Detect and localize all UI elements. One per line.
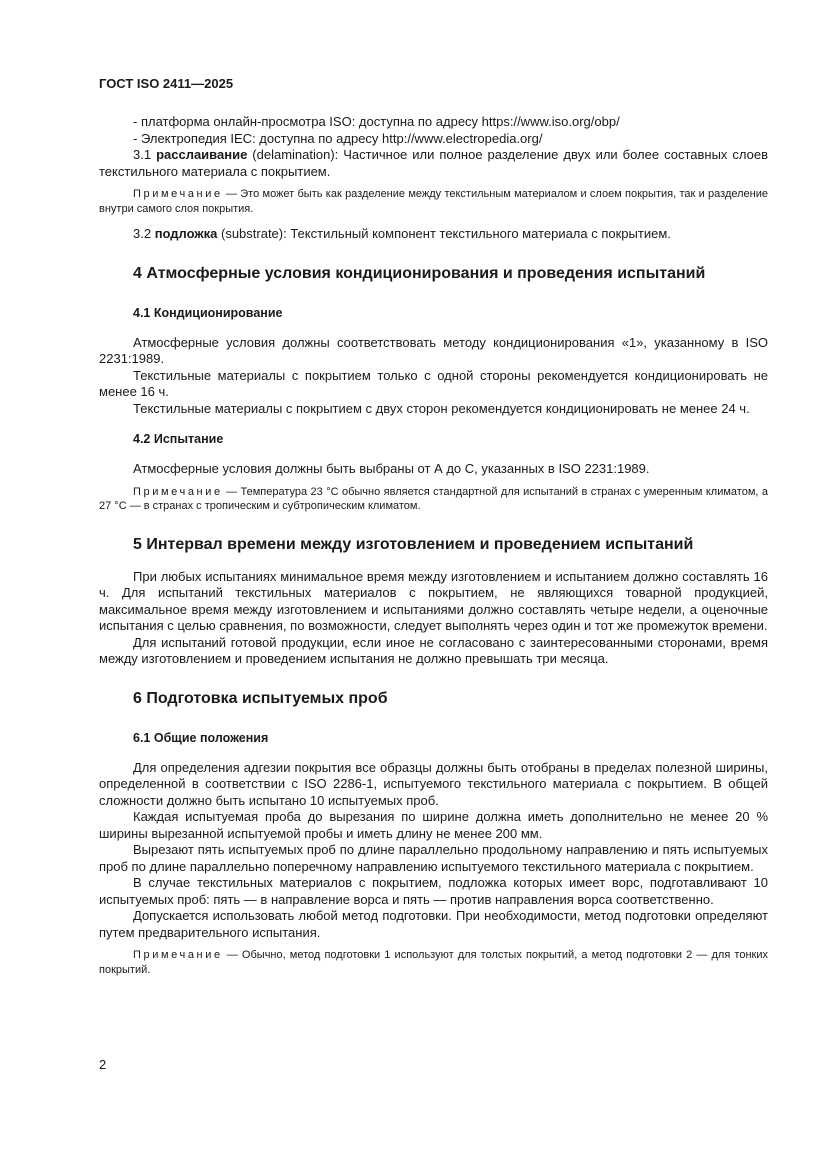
note-6-1: [99, 948, 768, 977]
section-6-heading: 6 Подготовка испытуемых проб: [133, 689, 388, 707]
page-number: 2: [99, 1057, 107, 1072]
paragraph: В случае текстильных материалов с покрытием, подложка которых имеет ворс, подготавливают 10 испытуемых проб: пять — в направление ворса и пять — против направления ворса соответственно.: [99, 875, 768, 907]
note-4-2: [99, 485, 768, 514]
paragraph: Каждая испытуемая проба до вырезания по ширине должна иметь дополнительно не менее 20 % ширины вырезанной испытуемой пробы и иметь длину не менее 200 мм.: [99, 809, 768, 841]
section-5-heading: 5 Интервал времени между изготовлением и проведением испытаний: [133, 535, 694, 553]
paragraph: Вырезают пять испытуемых проб по длине параллельно продольному направлению и пять испытуемых проб по длине параллельно поперечному направлению испытуемого текстильного материала с покрытием.: [99, 842, 768, 874]
page-body: [99, 114, 768, 977]
paragraph: Атмосферные условия должны соответствовать методу кондиционирования «1», указанному в ISO 2231:1989.: [99, 334, 768, 366]
note-3-1: [99, 187, 768, 216]
term-definition-3-2: [99, 226, 768, 243]
term-word: подложка: [154, 226, 218, 241]
note-text: — Это может быть как разделение между текстильным материалом и слоем покрытия, так и разделение внутри самого слоя покрытия.: [99, 188, 768, 215]
section-4-heading: 4 Атмосферные условия кондиционирования и проведения испытаний: [133, 264, 706, 282]
running-header: ГОСТ ISO 2411—2025: [99, 76, 234, 91]
paragraph: Для определения адгезии покрытия все образцы должны быть отобраны в пределах полезной ширины, определенной в соответствии с ISO 2286-1, испытуемого текстильного материала с покрытием. В общей сложности должно быть испытано 10 испытуемых проб.: [99, 759, 768, 808]
paragraph: Атмосферные условия должны быть выбраны от А до С, указанных в ISO 2231:1989.: [133, 461, 650, 476]
list-item: - платформа онлайн-просмотра ISO: доступна по адресу https://www.iso.org/obp/: [133, 114, 620, 129]
term-text: (delamination): Частичное или полное разделение двух или более составных слоев текстильного материала с покрытием.: [99, 147, 768, 179]
subsection-6-1-heading: 6.1 Общие положения: [133, 730, 269, 745]
subsection-4-1-heading: 4.1 Кондиционирование: [133, 305, 283, 320]
term-number: 3.1: [133, 147, 157, 162]
note-label: Примечание: [133, 188, 223, 200]
subsection-4-2-heading: 4.2 Испытание: [133, 432, 224, 446]
term-definition-3-1: [99, 147, 768, 180]
paragraph: Допускается использовать любой метод подготовки. При необходимости, метод подготовки определяют путем предварительного испытания.: [99, 908, 768, 940]
note-label: Примечание: [133, 485, 223, 498]
term-number: 3.2: [133, 226, 155, 241]
note-text: — Температура 23 °С обычно является стандартной для испытаний в странах с умеренным климатом, а 27 °С — в странах с тропическим и субтропическим климатом.: [99, 485, 768, 512]
paragraph: Текстильные материалы с покрытием только с одной стороны рекомендуется кондиционировать не менее 16 ч.: [99, 367, 768, 399]
list-item: - Электропедия IEC: доступна по адресу http://www.electropedia.org/: [133, 130, 543, 146]
paragraph: Текстильные материалы с покрытием с двух сторон рекомендуется кондиционировать не менее 24 ч.: [133, 400, 750, 416]
paragraph: Для испытаний готовой продукции, если иное не согласовано с заинтересованными сторонами, время между изготовлением и проведением испытания не должно превышать три месяца.: [99, 634, 768, 666]
note-label: Примечание: [133, 949, 223, 961]
term-word: расслаивание: [156, 147, 248, 162]
note-text: — Обычно, метод подготовки 1 используют для толстых покрытий, а метод подготовки 2 — для тонких покрытий.: [99, 949, 768, 976]
paragraph: При любых испытаниях минимальное время между изготовлением и испытанием должно составлять 16 ч. Для испытаний текстильных материалов с покрытием, не являющихся товарной продукцией, максимальное время между изготовлением и испытаниями должно составлять четыре недели, а оценочные испытания с целью сравнения, по возможности, следует выполнять через один и тот же промежуток времени.: [99, 568, 768, 633]
term-text: (substrate): Текстильный компонент текстильного материала с покрытием.: [217, 226, 671, 241]
